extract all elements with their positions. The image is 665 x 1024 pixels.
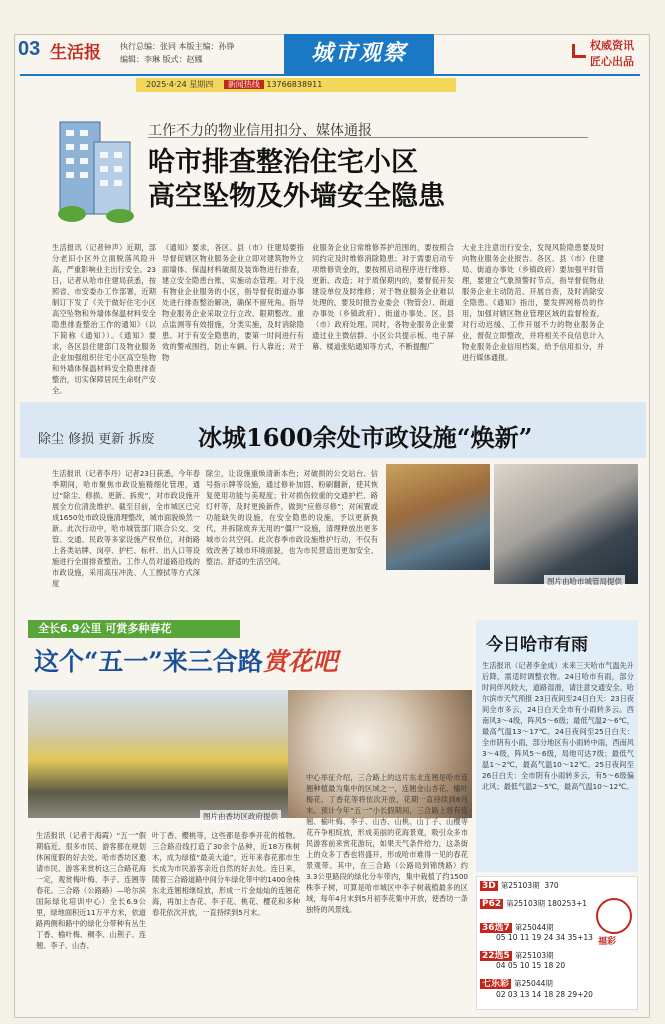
article2-column-2: 除尘，让设施重焕清新本色；对破损的公交站台、信号指示牌等设施，通过修补加固、粉刷翻新，使其恢复使用功能与美观度；针对损伤较重的交通护栏、路灯杆等，及时更换新件，做到“应修尽修”；对闲置或功能缺失的设施，在安全隐患的设施，予以更新换代，并拆除废弃无用的“僵尸”设施，清理释放出更多城市公共空间。此次春季市政设施维护行动，不仅有效改善了城市环境面貌，也为市民营造出更加安全、整洁、舒适的生活空间。	[206, 469, 378, 566]
article1-column-1: 生活报讯（记者钟声）近期，部分老旧小区外立面脱落风险升高，严重影响业主出行安全。23日，记者从哈市住建局获悉，按照省、市安委办工作部署，近期制订下发了《关于做好住宅小区高空坠物和外墙体保温材料安全隐患排查整治工作的通知》（以下简称《通知》）。《通知》要求，各区县住建部门及物业服务企业加强组织住宅小区高空坠物和外墙体保温材料安全隐患排查整治，切实保障居民生命财产安全。	[52, 243, 156, 395]
lottery-row	[480, 976, 553, 989]
article1-column-2: 《通知》要求，各区、县（市）住建局要指导督促辖区物业服务企业立即对建筑物外立面墙体、保温材料破损及装饰物进行排查，建立安全隐患台账，实施动态管理。对于没有物业企业服务的小区，指导督促街道办事处进行排查整治解决，确保不留死角。指导物业服务企业采取立行立改、限期整改、重点监测等有效措施，分类实施，及时消除隐患。对于有安全隐患的，要第一时间进行有效的警戒围挡，防止车辆、行人靠近；对于物	[162, 243, 304, 362]
slogan-line-2: 匠心出品	[590, 55, 634, 68]
lottery-numbers: 370	[544, 881, 559, 890]
article2-headline: 冰城1600余处市政设施“焕新”	[198, 423, 533, 452]
article3-photo-caption: 图片由香坊区政府提供	[200, 810, 281, 823]
article3-headline-accent: 赏花吧	[262, 647, 338, 676]
slogan-line-1: 权威资讯	[590, 39, 634, 52]
lottery-numbers: 180253+1	[547, 899, 588, 908]
lottery-issue: 第25103期	[506, 899, 545, 908]
article2-column-1: 生活报讯（记者李丹）记者23日获悉，今年春季期间，哈市聚焦市政设施精细化管理，通过“除尘、修损、更新、拆废”，对市政设施开展全方位清洗维护。截至目前，全市城区已完成1650处市政设施清理整改，城市面貌焕然一新。此次行动中，哈市城管部门联合公交、交管、交通、民政等多家设施产权单位，对街路上各类站牌、岗亭、护栏、标杆、出入口等设施进行全面排查整治。工作人员对道路沿线的市政设施，采用高压冲洗、人工擦拭等方式深度	[52, 469, 200, 588]
masthead-rule	[20, 74, 640, 76]
lottery-game: 22选5	[482, 951, 510, 961]
article2-photo-worker-repair	[494, 464, 638, 584]
article3-column-2: 叶丁香、樱桃等，这些都是春季开花的植物。三合路沿线打造了30余个品种，近18万株树木，成为绿植“最美大道”，近年来春花都市生长成为市民游客亲近自然的好去处。连日来，随着三合路道路中间分车绿化带中的1400余株东北连翘相继绽放，形成一片金灿灿的连翘花海，再加上杏花、李子花、桃花、樱花和多种春花依次开放，一直持续到5月末。	[152, 831, 300, 917]
lottery-issue: 第25044期	[514, 923, 554, 932]
lottery-row	[480, 920, 554, 933]
slogan	[590, 38, 634, 70]
article3-column-1: 生活报讯（记者于海霞）“五一”假期临近，很多市民、游客都在规划休闲度假的好去处。哈市香坊区邀请市民、游客来赏析这三合路花海一定，观赏梅叶梅、李子、连翘等春花。三合路（公路路）—哈尔滨国际绿化培训中心）全长6.9公里，绿地面积近11万平方米，依道路两侧和路中的绿化分带种有丛生丁香、榆叶梅、稠李、山荆子、连翘、李子、山杏、	[36, 831, 146, 950]
weather-headline: 今日哈市有雨	[486, 635, 588, 655]
lottery-game: 七乐彩	[482, 979, 510, 989]
slogan-mark-icon	[572, 44, 586, 58]
lottery-issue: 第25103期	[500, 881, 540, 890]
building-illustration-icon	[50, 102, 140, 222]
article1-column-3: 业服务企业日常维修养护范围的，要按照合同约定及时维修消除隐患；对于需要启动专项维修资金的，要按照启动程序进行维修、更新、改造；对于质保期内的，要督促开发建设单位及时维修；对于物业服务企业难以处理的，要及时报告业委会（物管会）、街道办事处（乡镇政府）、街道办事处、区、县（市）政府处理。同时，各物业服务企业要通过业主微信群、小区公共提示板、电子屏幕、楼道张贴通知等方式，不断提醒广	[312, 243, 454, 351]
article2-photo-caption: 图片由哈市城管局提供	[544, 575, 625, 588]
article3-tag: 全长6.9公里 可赏多种春花	[28, 620, 240, 638]
lottery-numbers: 05 10 11 19 24 34 35+13	[496, 933, 593, 942]
article1-column-4: 大业主注意出行安全，发现风险隐患要及时向物业服务企业报告。各区、县（市）住建局、街道办事处（乡镇政府）要加强平时管理，要建立气象预警时节点，指导督促物业服务企业主动防范、开展自查，及时消除安全隐患。《通知》指出，要发挥网格员的作用，加强对辖区物业管理区域的监督检查，对行动迟缓、工作开展不力的物业服务企业，督促立即整改，并将相关不良信息计入物业服务企业信用档案，给予信用扣分，并进行媒体通报。	[462, 243, 604, 362]
paper-name: 生活报	[50, 43, 101, 63]
editors-line-1: 执行总编：张同 本版主编：孙铮	[120, 42, 235, 51]
article1-kicker: 工作不力的物业信用扣分、媒体通报	[148, 123, 372, 139]
lottery-game: P62	[482, 899, 502, 909]
lottery-game: 36选7	[482, 923, 510, 933]
welfare-lottery-logo-icon	[596, 898, 632, 934]
hotline-number: 13766838911	[266, 80, 323, 89]
page-number: 03	[18, 38, 41, 60]
article3-headline	[34, 642, 338, 678]
weather-text: 生活报讯（记者李金成）未来三天哈市气温先升后降，需适时调整衣物。24日哈市有雨，部分时间伴风较大，道路湿滑，请注意交通安全。哈尔滨市天气预报 23日夜间至24日白天：23日夜间全市多云，24日白天全市有小雨转多云。西南风3～4级，阵风5～6级；最低气温2～6℃，最高气温13～17℃。24日夜间至25日白天：全市阴有小雨，部分地区有小雨转中雨，西南风3～4级，阵风5～6级，局地可达7级；最低气温1～2℃，最高气温10～12℃。25日夜间至26日白天：全市阴有小雨转多云，有5～6级偏北风；最低气温2～5℃，最高气温10～12℃。	[482, 661, 634, 791]
lottery-numbers: 04 05 10 15 18 20	[496, 961, 566, 970]
section-title: 城市观察	[284, 34, 434, 74]
article1-headline	[148, 146, 445, 214]
article2-photo-worker-cleaning	[386, 464, 490, 570]
article3-column-3: 中心举征介绍，三合路上的这片东北连翘是哈市连翘种植最为集中的区域之一，连翘金山杏花、榆叶梅花、丁香花等将依次开放，花期一直持续到6月末。预计今年“五一”小长假期间，三合路上将有连翘、榆叶梅、李子、山杏、山桃、山丁子、山樱等花卉争相绽放，形成美丽的花海景观，吸引众多市民游客前来赏花游玩，如果天气条件给力，这条街上的众多丁香也将盛开，形成哈市难得一见的春花景观带。其中，在三合路（公路局到锦绣路）约3.3公里路段的绿化分车带内，集中栽植了约1500株李子树，可算是哈市城区中李子树栽植最多的区域，每年4月末到5月初李花集中开放，使香坊一条独特的风景线。	[306, 773, 468, 914]
lottery-row	[480, 880, 559, 891]
lottery-issue: 第25044期	[514, 979, 553, 988]
article2-kicker: 除尘 修损 更新 拆废	[38, 432, 155, 447]
lottery-numbers: 02 03 13 14 18 28 29+20	[496, 990, 593, 999]
lottery-game: 3D	[482, 881, 496, 891]
welfare-lottery-logo-text: 福彩	[598, 937, 617, 947]
lottery-issue: 第25103期	[514, 951, 554, 960]
lottery-row	[480, 948, 554, 961]
editors-line-2: 编辑：李琳 版式：赵娜	[120, 55, 203, 64]
hotline-label: 新闻热线	[224, 80, 264, 89]
issue-date: 2025·4·24 星期四	[146, 80, 214, 89]
article1-headline-line-2: 高空坠物及外墙安全隐患	[148, 181, 445, 212]
dateline-bar	[136, 78, 456, 92]
article3-headline-main: 这个“五一”来三合路	[34, 647, 263, 676]
article1-headline-line-1: 哈市排查整治住宅小区	[148, 147, 418, 178]
article3-photo-forsythia-road	[28, 690, 288, 818]
lottery-row	[480, 898, 587, 909]
editors-credit	[120, 40, 235, 66]
